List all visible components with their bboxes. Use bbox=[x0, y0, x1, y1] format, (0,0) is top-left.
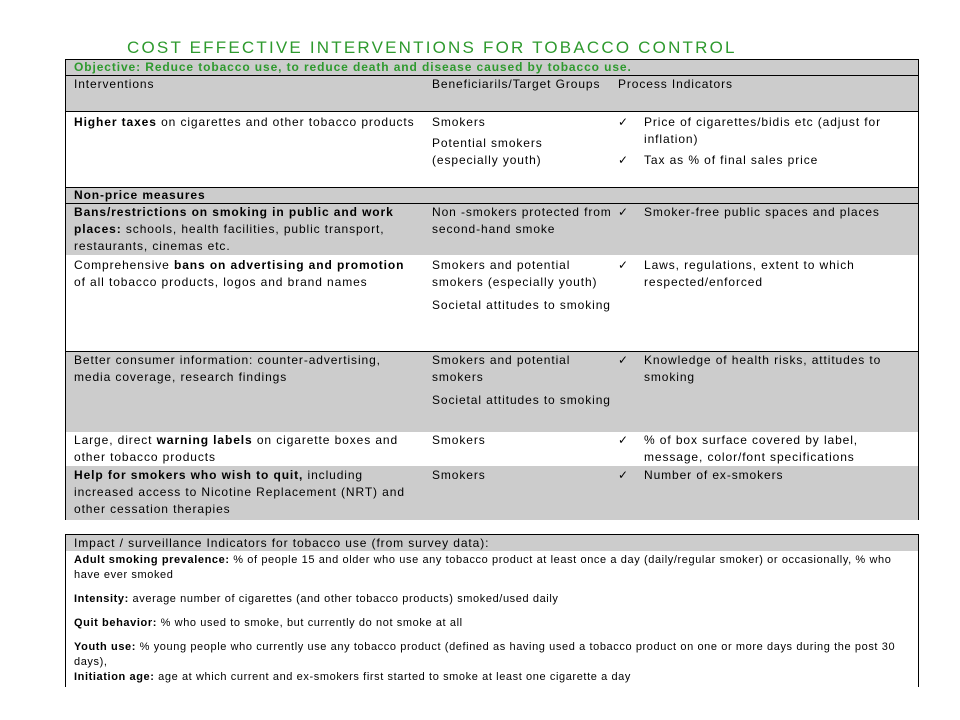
beneficiary-item: Smokers and potential smokers (especially youth) bbox=[432, 258, 598, 289]
check-icon: ✓ bbox=[618, 258, 629, 272]
impact-label: Quit behavior: bbox=[74, 617, 157, 629]
objective-text: Objective: Reduce tobacco use, to reduce death and disease caused by tobacco use. bbox=[74, 60, 632, 74]
beneficiary-cell bbox=[432, 352, 612, 409]
header-interventions: Interventions bbox=[74, 77, 155, 91]
indicator-item: Laws, regulations, extent to which respected/enforced bbox=[644, 258, 855, 289]
impact-text: % who used to smoke, but currently do not smoke at all bbox=[156, 617, 463, 629]
table-row bbox=[65, 466, 919, 520]
impact-header-row bbox=[65, 534, 919, 551]
impact-list bbox=[74, 553, 912, 685]
impact-item bbox=[74, 640, 912, 670]
header-beneficiaries: Beneficiarils/Target Groups bbox=[432, 77, 601, 91]
intervention-bold: warning labels bbox=[156, 433, 253, 447]
indicator-item: Tax as % of final sales price bbox=[644, 153, 819, 167]
indicator-item: Number of ex-smokers bbox=[644, 468, 784, 482]
table-row bbox=[65, 203, 919, 255]
impact-text: average number of cigarettes (and other tobacco products) smoked/used daily bbox=[128, 593, 559, 605]
impact-item bbox=[74, 616, 912, 631]
impact-label: Adult smoking prevalence: bbox=[74, 554, 230, 566]
indicator-cell bbox=[618, 114, 918, 169]
objective-row bbox=[65, 59, 919, 75]
intervention-bold: Bans/restrictions on smoking in public and work places: bbox=[74, 205, 394, 236]
table-gap bbox=[65, 520, 919, 534]
impact-text: age at which current and ex-smokers first started to smoke at least one cigarette a day bbox=[154, 671, 632, 683]
indicator-item: % of box surface covered by label, message, color/font specifications bbox=[644, 433, 859, 464]
check-icon: ✓ bbox=[618, 468, 629, 482]
impact-item bbox=[74, 670, 912, 685]
table-row bbox=[65, 111, 919, 187]
beneficiary-item: Societal attitudes to smoking bbox=[432, 393, 611, 407]
beneficiary-cell: Smokers bbox=[432, 468, 486, 482]
header-row bbox=[65, 75, 919, 111]
beneficiary-cell bbox=[432, 114, 612, 169]
check-icon: ✓ bbox=[618, 115, 629, 129]
intervention-text: Comprehensive bbox=[74, 258, 174, 272]
intervention-text: on cigarette boxes and other tobacco products bbox=[74, 433, 399, 464]
intervention-text: on cigarettes and other tobacco products bbox=[156, 115, 415, 129]
impact-item bbox=[74, 553, 912, 583]
nonprice-heading: Non-price measures bbox=[74, 188, 206, 202]
intervention-cell: Better consumer information: counter-advertising, media coverage, research findings bbox=[74, 353, 381, 384]
intervention-bold: Help for smokers who wish to quit, bbox=[74, 468, 304, 482]
impact-heading: Impact / surveillance Indicators for tobacco use (from survey data): bbox=[74, 536, 490, 550]
check-icon: ✓ bbox=[618, 353, 629, 367]
header-process-indicators: Process Indicators bbox=[618, 77, 733, 91]
intervention-bold: bans on advertising and promotion bbox=[173, 258, 405, 272]
beneficiary-cell: Non -smokers protected from second-hand smoke bbox=[432, 205, 612, 236]
impact-label: Intensity: bbox=[74, 593, 129, 605]
intervention-cell bbox=[74, 257, 419, 291]
intervention-bold: Higher taxes bbox=[74, 115, 157, 129]
interventions-table bbox=[65, 59, 919, 687]
check-icon: ✓ bbox=[618, 153, 629, 167]
section-header-row bbox=[65, 187, 919, 203]
table-row bbox=[65, 255, 919, 351]
beneficiary-item: Smokers bbox=[432, 115, 486, 129]
table-row bbox=[65, 351, 919, 432]
indicator-item: Knowledge of health risks, attitudes to smoking bbox=[644, 353, 882, 384]
intervention-cell bbox=[74, 204, 419, 255]
impact-text: % of people 15 and older who use any tobacco product at least once a day (daily/regular smoker) or occasionally, % who have ever smoked bbox=[74, 554, 892, 581]
intervention-cell bbox=[74, 467, 419, 518]
beneficiary-item: Societal attitudes to smoking bbox=[432, 298, 611, 312]
impact-label: Initiation age: bbox=[74, 671, 155, 683]
impact-text: % young people who currently use any tobacco product (defined as having used a tobacco product on one or more days during the post 30 days), bbox=[74, 641, 896, 668]
intervention-text: Large, direct bbox=[74, 433, 157, 447]
impact-label: Youth use: bbox=[74, 641, 137, 653]
indicator-item: Price of cigarettes/bidis etc (adjust for inflation) bbox=[644, 115, 881, 146]
beneficiary-item: Smokers and potential smokers bbox=[432, 353, 571, 384]
impact-body bbox=[65, 551, 919, 687]
beneficiary-cell bbox=[432, 257, 612, 314]
check-icon: ✓ bbox=[618, 433, 629, 447]
intervention-cell bbox=[74, 432, 419, 466]
intervention-text: including increased access to Nicotine Replacement (NRT) and other cessation therapies bbox=[74, 468, 405, 516]
table-row bbox=[65, 432, 919, 466]
beneficiary-item: Potential smokers (especially youth) bbox=[432, 136, 543, 167]
page-title: COST EFFECTIVE INTERVENTIONS FOR TOBACCO CONTROL bbox=[127, 38, 737, 57]
intervention-text: of all tobacco products, logos and brand names bbox=[74, 275, 368, 289]
beneficiary-cell: Smokers bbox=[432, 433, 486, 447]
check-icon: ✓ bbox=[618, 205, 629, 219]
intervention-text: schools, health facilities, public transport, restaurants, cinemas etc. bbox=[74, 222, 385, 253]
indicator-item: Smoker-free public spaces and places bbox=[644, 205, 880, 219]
intervention-cell bbox=[74, 114, 419, 131]
impact-item bbox=[74, 592, 912, 607]
